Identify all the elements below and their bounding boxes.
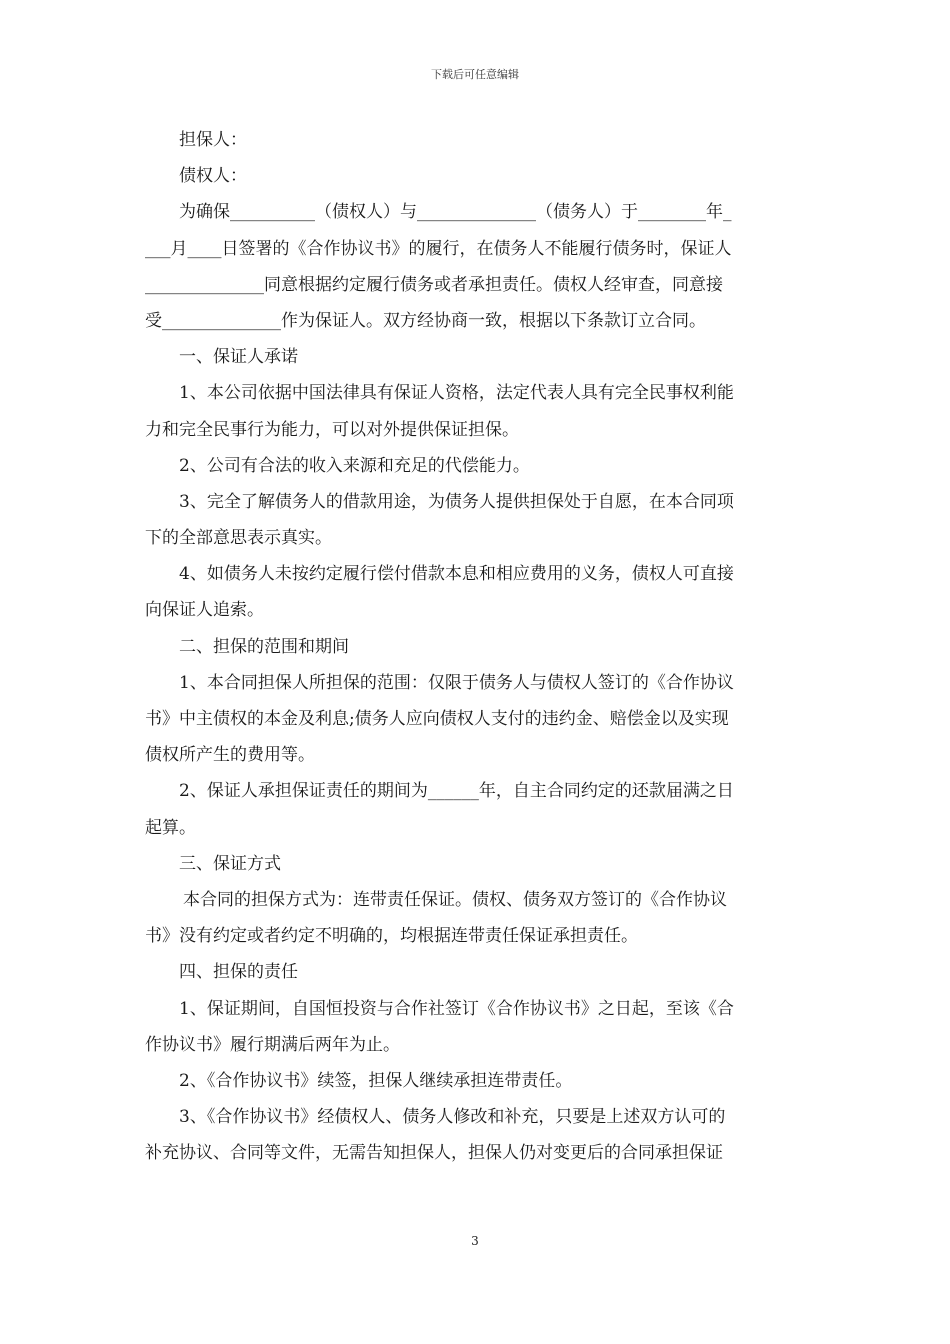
text-line: 二、担保的范围和期间 <box>179 636 349 657</box>
text-line: 力和完全民事行为能力，可以对外提供保证担保。 <box>145 419 519 440</box>
text-line: 4、如债务人未按约定履行偿付借款本息和相应费用的义务，债权人可直接 <box>179 564 734 585</box>
text-line: 1、本合同担保人所担保的范围：仅限于债务人与债权人签订的《合作协议 <box>179 672 734 693</box>
text-line: 3、完全了解债务人的借款用途，为债务人提供担保处于自愿，在本合同项 <box>179 491 734 512</box>
text-line: 书》没有约定或者约定不明确的，均根据连带责任保证承担责任。 <box>145 926 638 947</box>
text-line: 1、保证期间，自国恒投资与合作社签订《合作协议书》之日起，至该《合 <box>179 998 734 1019</box>
text-line: 补充协议、合同等文件，无需告知担保人，担保人仍对变更后的合同承担保证 <box>145 1143 723 1164</box>
text-line: 下的全部意思表示真实。 <box>145 528 332 549</box>
text-line: 一、保证人承诺 <box>179 347 298 368</box>
page-number: 3 <box>471 1234 479 1248</box>
text-line: 债权所产生的费用等。 <box>145 745 315 766</box>
text-line: ___月____日签署的《合作协议书》的履行，在债务人不能履行债务时，保证人 <box>145 238 732 259</box>
text-line: 作协议书》履行期满后两年为止。 <box>145 1034 400 1055</box>
text-line: 向保证人追索。 <box>145 600 264 621</box>
text-line: 本合同的担保方式为：连带责任保证。债权、债务双方签订的《合作协议 <box>183 889 727 910</box>
text-line: 受______________作为保证人。双方经协商一致，根据以下条款订立合同。 <box>145 310 706 331</box>
text-line: 2、《合作协议书》续签，担保人继续承担连带责任。 <box>179 1070 573 1091</box>
text-line: ______________同意根据约定履行债务或者承担责任。债权人经审查，同意接 <box>145 274 723 295</box>
text-line: 1、本公司依据中国法律具有保证人资格，法定代表人具有完全民事权利能 <box>179 383 734 404</box>
document-body <box>145 122 805 1171</box>
text-line: 四、担保的责任 <box>179 962 298 983</box>
text-line: 为确保__________（债权人）与______________（债务人）于________年_ <box>179 202 732 223</box>
page-header: 下载后可任意编辑 <box>431 68 519 81</box>
text-line: 债权人： <box>179 166 247 187</box>
text-line: 起算。 <box>145 817 196 838</box>
text-line: 2、保证人承担保证责任的期间为______年，自主合同约定的还款届满之日 <box>179 781 734 802</box>
text-line: 3、《合作协议书》经债权人、债务人修改和补充，只要是上述双方认可的 <box>179 1107 726 1128</box>
text-line: 担保人： <box>179 130 247 150</box>
text-line: 书》中主债权的本金及利息;债务人应向债权人支付的违约金、赔偿金以及实现 <box>145 709 729 729</box>
text-line: 三、保证方式 <box>179 853 281 874</box>
text-line: 2、公司有合法的收入来源和充足的代偿能力。 <box>179 455 530 476</box>
